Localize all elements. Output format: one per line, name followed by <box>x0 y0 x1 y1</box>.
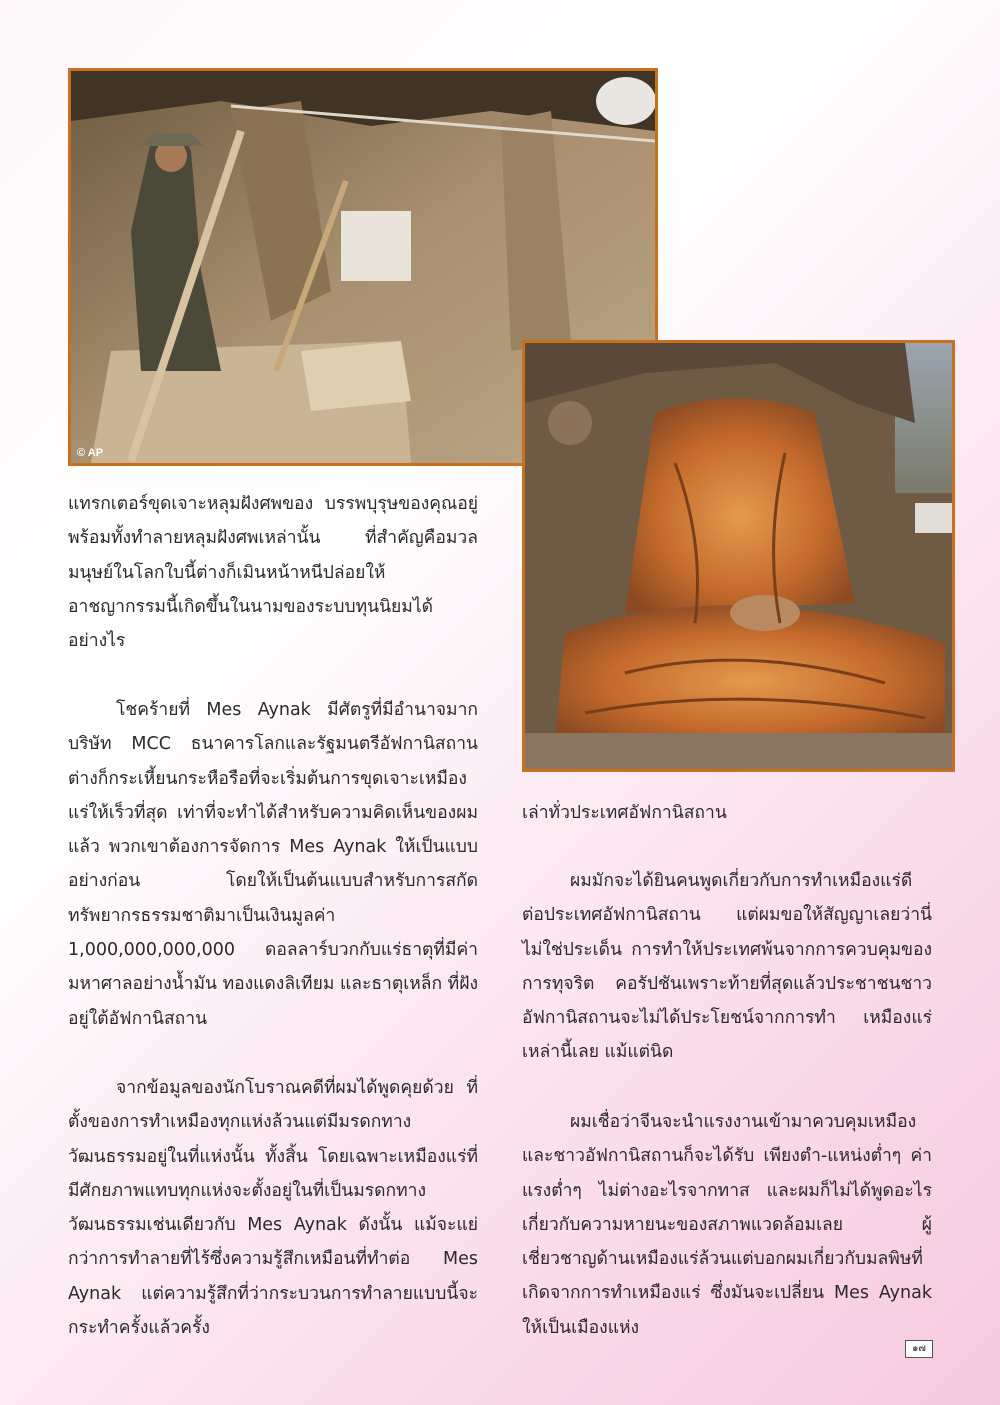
paragraph-right-3: ผมเชื่อว่าจีนจะนำแรงงานเข้ามาควบคุมเหมืองและชาวอัฟกานิสถานก็จะได้รับ เพียงตำ-แหน่งต่ำๆ ค่าแรงต่ำๆ ไม่ต่างอะไรจากทาส และผมก็ไม่ได้พูดอะไรเกี่ยวกับความหายนะของสภาพแวดล้อมเลย ผู้เชี่ยวชาญด้านเหมืองแร่ล้วนแต่บอกผมเกี่ยวกับมลพิษที่เกิดจากการทำเหมืองแร่ ซึ่งมันจะเปลี่ยน Mes Aynak ให้เป็นเมืองแห่ง <box>522 1112 932 1338</box>
paragraph-left-1: แทรกเตอร์ขุดเจาะหลุมฝังศพของ บรรพบุรุษของคุณอยู่ พร้อมทั้งทำลายหลุมฝังศพเหล่านั้น ที่สำคัญคือมวลมนุษย์ในโลกใบนี้ต่างก็เมินหน้าหนีปล่อยให้อาชญากรรมนี้เกิดขึ้นในนามของระบบทุนนิยมได้อย่างไร <box>68 494 478 652</box>
paragraph-left-2: โชคร้ายที่ Mes Aynak มีศัตรูที่มีอำนาจมาก บริษัท MCC ธนาคารโลกและรัฐมนตรีอัฟกานิสถาน ต่างก็กระเหี้ยนกระหือรือที่จะเริ่มต้นการขุดเจาะเหมืองแร่ให้เร็วที่สุด เท่าที่จะทำได้สำหรับความคิดเห็นของผมแล้ว พวกเขาต้องการจัดการ Mes Aynak ให้เป็นแบบอย่างก่อน โดยให้เป็นต้นแบบสำหรับการสกัดทรัพยากรธรรมชาติมาเป็นเงินมูลค่า 1,000,000,000,000 ดอลลาร์บวกกับแร่ธาตุที่มีค่ามหาศาลอย่างน้ำมัน ทองแดงลิเทียม และธาตุเหล็ก ที่ฝังอยู่ใต้อัฟกานิสถาน <box>68 700 478 1029</box>
paragraph-right-1: เล่าทั่วประเทศอัฟกานิสถาน <box>522 803 727 823</box>
photo-credit: © AP <box>77 447 104 459</box>
buddha-statue-photo-icon <box>525 343 952 769</box>
paragraph-right-2: ผมมักจะได้ยินคนพูดเกี่ยวกับการทำเหมืองแร่ดีต่อประเทศอัฟกานิสถาน แต่ผมขอให้สัญญาเลยว่านี่ไม่ใช่ประเด็น การทำให้ประเทศพ้นจากการควบคุมของการทุจริต คอรัปชันเพราะท้ายที่สุดแล้วประชาชนชาวอัฟกานิสถานจะไม่ได้ประโยชน์จากการทำ เหมืองแร่เหล่านี้เลย แม้แต่นิด <box>522 871 932 1063</box>
buddha-statue-photo <box>522 340 955 772</box>
paragraph-left-3: จากข้อมูลของนักโบราณคดีที่ผมได้พูดคุยด้วย ที่ตั้งของการทำเหมืองทุกแห่งล้วนแต่มีมรดกทางวัฒนธรรมอยู่ในที่แห่งนั้น ทั้งสิ้น โดยเฉพาะเหมืองแร่ที่มีศักยภาพแทบทุกแห่งจะตั้งอยู่ในที่เป็นมรดกทาง วัฒนธรรมเช่นเดียวกับ Mes Aynak ดังนั้น แม้จะแย่กว่าการทำลายที่ไร้ซึ่งความรู้สึกเหมือนที่ทำต่อ Mes Aynak แต่ความรู้สึกที่ว่ากระบวนการทำลายแบบนี้จะกระทำครั้งแล้วครั้ง <box>68 1078 478 1339</box>
page-number: ๑๗ <box>905 1340 933 1358</box>
